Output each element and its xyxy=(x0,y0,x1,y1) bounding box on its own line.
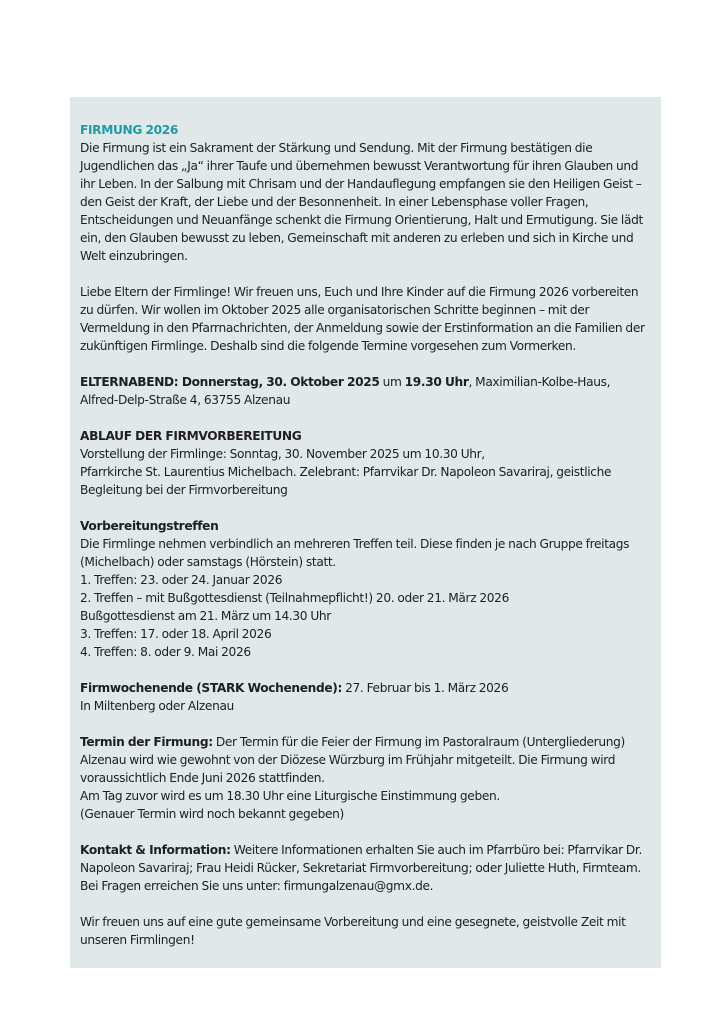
wochenende-label: Firmwochenende (STARK Wochenende): xyxy=(80,681,342,695)
elternabend-label: ELTERNABEND: Donnerstag, 30. Oktober 2025 xyxy=(80,375,380,389)
elternabend-paragraph xyxy=(80,373,651,409)
wochenende-paragraph xyxy=(80,679,651,697)
ablauf-heading xyxy=(80,427,651,445)
treffen-item: 4. Treffen: 8. oder 9. Mai 2026 xyxy=(80,645,251,659)
treffen-text: Die Firmlinge nehmen verbindlich an mehreren Treffen teil. Diese finden je nach Gruppe freitags (Michelbach) oder samstags (Hörstein) statt. xyxy=(80,537,630,569)
ablauf-line-2: Pfarrkirche St. Laurentius Michelbach. Zelebrant: Pfarrvikar Dr. Napoleon Savariraj, geistliche Begleitung bei der Firmvorbereitung xyxy=(80,465,612,497)
kontakt-paragraph xyxy=(80,841,651,895)
kontakt-label: Kontakt & Information: xyxy=(80,843,231,857)
termin-paragraph xyxy=(80,733,651,787)
treffen-item: 1. Treffen: 23. oder 24. Januar 2026 xyxy=(80,573,283,587)
treffen-heading-text: Vorbereitungstreffen xyxy=(80,519,219,533)
intro-paragraph: Die Firmung ist ein Sakrament der Stärkung und Sendung. Mit der Firmung bestätigen die Jugendlichen das „Ja“ ihrer Taufe und übernehmen bewusst Verantwortung für ihren Glauben und ihr Leben. In der Salbung mit Chrisam und der Handauflegung empfangen sie den Heiligen Geist – den Geist der Kraft, der Liebe und der Besonnenheit. In einer Lebensphase voller Fragen, Entscheidungen und Neuanfänge schenkt die Firmung Orientierung, Halt und Ermutigung. Sie lädt ein, den Glauben bewusst zu leben, Gemeinschaft mit anderen zu erleben und sich in Kirche und Welt einzubringen. xyxy=(80,141,643,263)
elternabend-time: 19.30 Uhr xyxy=(404,375,469,389)
wochenende-date: 27. Februar bis 1. März 2026 xyxy=(341,681,509,695)
ablauf-heading-text: ABLAUF DER FIRMVORBEREITUNG xyxy=(80,429,302,443)
termin-text: Der Termin für die Feier der Firmung im Pastoralraum (Untergliederung) Alzenau wird wie gewohnt von der Diözese Würzburg im Frühjahr mitgeteilt. Die Firmung wird voraussichtlich Ende Juni 2026 stattfinden. xyxy=(80,735,625,785)
page-title: FIRMUNG 2026 xyxy=(80,123,179,137)
info-panel xyxy=(70,97,661,968)
termin-label: Termin der Firmung: xyxy=(80,735,213,749)
elternabend-mid: um xyxy=(379,375,405,389)
parents-paragraph: Liebe Eltern der Firmlinge! Wir freuen uns, Euch und Ihre Kinder auf die Firmung 2026 vorbereiten zu dürfen. Wir wollen im Oktober 2025 alle organisatorischen Schritte beginnen – mit der Vermeldung in den Pfarrnachrichten, der Anmeldung sowie der Erstinformation an die Familien der zukünftigen Firmlinge. Deshalb sind die folgende Termine vorgesehen zum Vormerken. xyxy=(80,285,645,353)
treffen-item: 3. Treffen: 17. oder 18. April 2026 xyxy=(80,627,272,641)
treffen-item: 2. Treffen – mit Bußgottesdienst (Teilnahmepflicht!) 20. oder 21. März 2026 xyxy=(80,591,509,605)
treffen-item: Bußgottesdienst am 21. März um 14.30 Uhr xyxy=(80,609,331,623)
document-body xyxy=(80,121,651,949)
closing-paragraph: Wir freuen uns auf eine gute gemeinsame Vorbereitung und eine gesegnete, geistvolle Zeit mit unseren Firmlingen! xyxy=(80,915,626,947)
termin-line-3: (Genauer Termin wird noch bekannt gegeben) xyxy=(80,807,344,821)
termin-line-2: Am Tag zuvor wird es um 18.30 Uhr eine Liturgische Einstimmung geben. xyxy=(80,789,500,803)
ablauf-line-1: Vorstellung der Firmlinge: Sonntag, 30. November 2025 um 10.30 Uhr, xyxy=(80,447,485,461)
treffen-heading xyxy=(80,517,651,535)
wochenende-place: In Miltenberg oder Alzenau xyxy=(80,699,234,713)
elternabend-location: , Maximilian-Kolbe-Haus, Alfred-Delp-Straße 4, 63755 Alzenau xyxy=(80,375,611,407)
kontakt-text: Weitere Informationen erhalten Sie auch im Pfarrbüro bei: Pfarrvikar Dr. Napoleon Savariraj; Frau Heidi Rücker, Sekretariat Firmvorbereitung; oder Juliette Huth, Firmteam. Bei Fragen erreichen Sie uns unter: firmungalzenau@gmx.de. xyxy=(80,843,642,893)
